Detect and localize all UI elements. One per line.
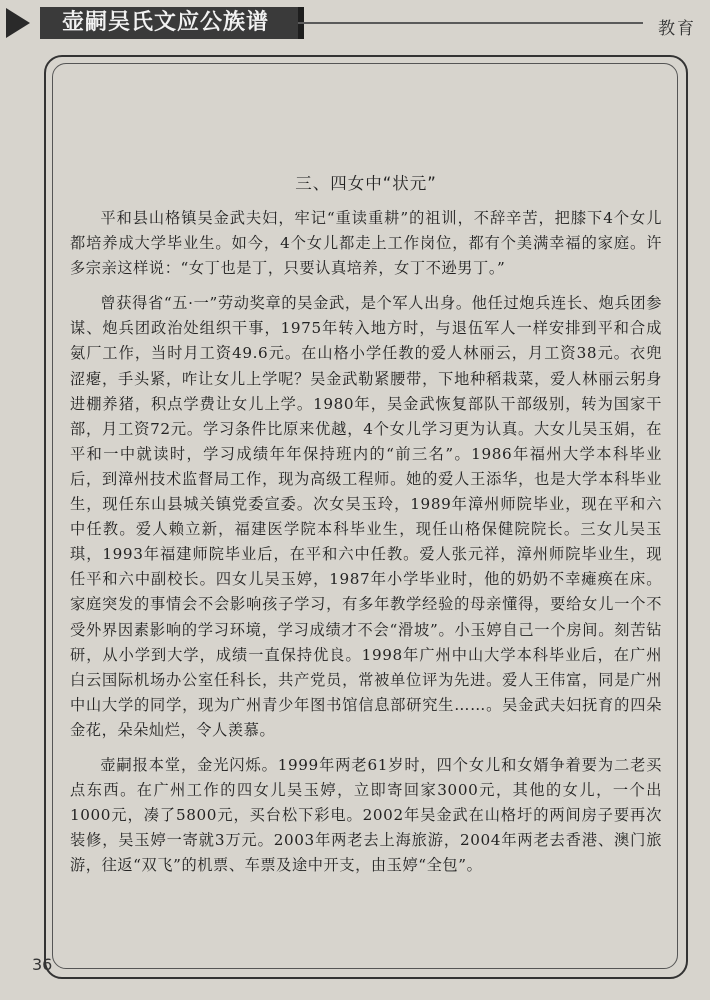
paragraph-gap — [70, 743, 662, 753]
section-label: 教育 — [658, 19, 696, 39]
paragraph-2: 曾获得省“五·一”劳动奖章的吴金武，是个军人出身。他任过炮兵连长、炮兵团参谋、炮兵团政治处组织干事，1975年转入地方时，与退伍军人一样安排到平和合成氨厂工作，当时月工资49.6元。在山格小学任教的爱人林丽云，月工资38元。衣兜涩瘪，手头紧，咋让女儿上学呢？吴金武勒紧腰带，下地种稻栽菜，爱人林丽云躬身进棚养猪，积点学费让女儿上学。1980年，吴金武恢复部队干部级别，转为国家干部，月工资72元。学习条件比原来优越，4个女儿学习更为认真。大女儿吴玉娟，在平和一中就读时，学习成绩年年保持班内的“前三名”。1986年福州大学本科毕业后，到漳州技术监督局工作，现为高级工程师。她的爱人王添华，也是大学本科毕业生，现任东山县城关镇党委宣委。次女吴玉玲，1989年漳州师院毕业，现在平和六中任教。爱人赖立新，福建医学院本科毕业生，现任山格保健院院长。三女儿吴玉琪，1993年福建师院毕业后，在平和六中任教。爱人张元祥，漳州师院毕业生，现任平和六中副校长。四女儿吴玉婷，1987年小学毕业时，他的奶奶不幸瘫痪在床。家庭突发的事情会不会影响孩子学习，有多年教学经验的母亲懂得，要给女儿一个不受外界因素影响的学习环境，学习成绩才不会“滑坡”。小玉婷自己一个房间。刻苦钻研，从小学到大学，成绩一直保持优良。1998年广州中山大学本科毕业后，在广州白云国际机场办公室任科长，共产党员，常被单位评为先进。爱人王伟富，同是广州中山大学的同学，现为广州青少年图书馆信息部研究生……。吴金武夫妇抚育的四朵金花，朵朵灿烂，令人羡慕。 — [70, 294, 662, 739]
article — [70, 170, 662, 878]
article-heading: 三、四女中“状元” — [295, 174, 437, 193]
title-band — [40, 7, 304, 39]
page-header — [0, 0, 710, 46]
header-rule — [298, 22, 643, 24]
paragraph-3: 壶嗣报本堂，金光闪烁。1999年两老61岁时，四个女儿和女婿争着要为二老买点东西。在广州工作的四女儿吴玉婷，立即寄回家3000元，其他的女儿，一个出1000元，凑了5800元，买台松下彩电。2002年吴金武在山格圩的两间房子要再次装修，吴玉婷一寄就3万元。2003年两老去上海旅游，2004年两老去香港、澳门旅游，往返“双飞”的机票、车票及途中开支，由玉婷“全包”。 — [70, 755, 662, 875]
arrow-icon — [6, 8, 30, 38]
book-title: 壶嗣吴氏文应公族谱 — [62, 10, 270, 35]
paragraph-gap — [70, 281, 662, 291]
paragraph-1: 平和县山格镇吴金武夫妇，牢记“重读重耕”的祖训，不辞辛苦，把膝下4个女儿都培养成大学毕业生。如今，4个女儿都走上工作岗位，都有个美满幸福的家庭。许多宗亲这样说：“女丁也是丁，只要认真培养，女丁不逊男丁。” — [70, 209, 662, 278]
page-number: 36 — [32, 955, 53, 974]
